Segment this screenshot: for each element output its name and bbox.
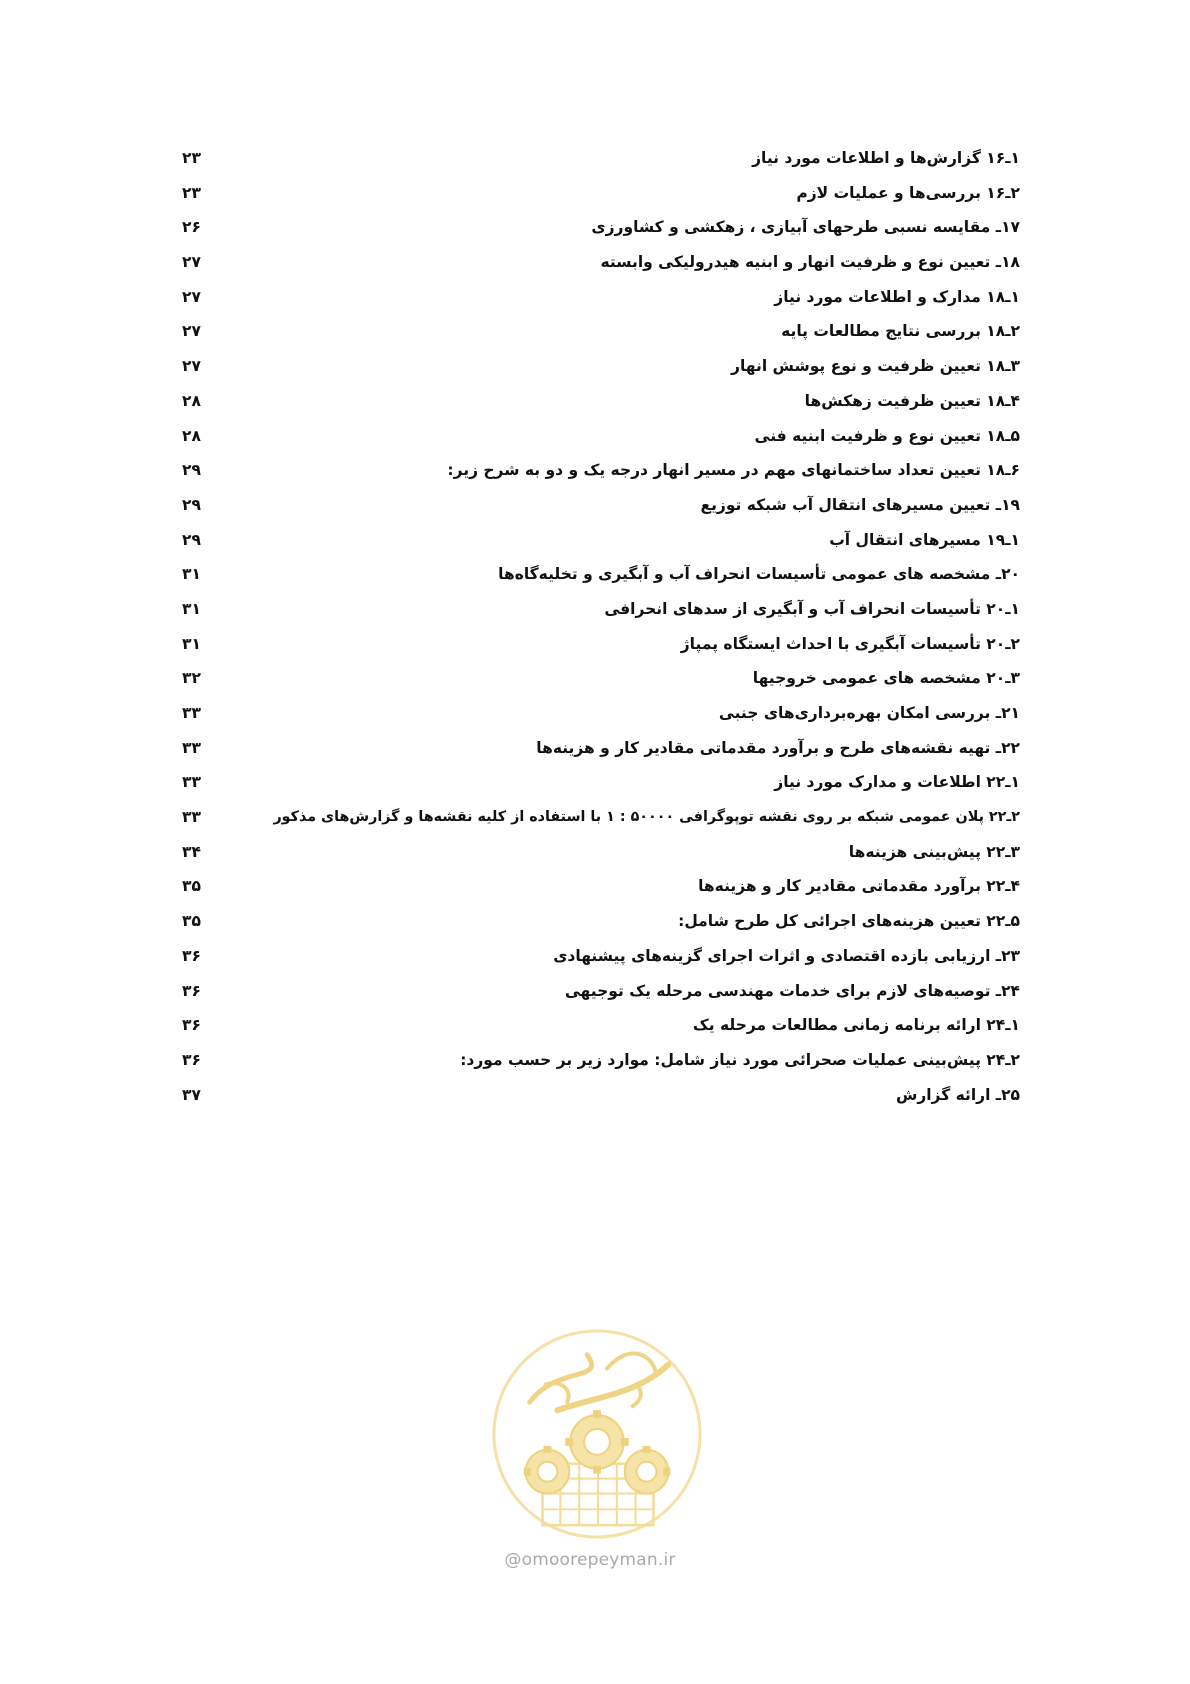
toc-entry [170,1048,1020,1083]
toc-entry [170,736,1020,771]
toc-entry [170,944,1020,979]
toc-entry-page-number: ۳۲ [182,669,201,688]
toc-entry-title: ۱ـ۱۹ مسیرهای انتقال آب [829,530,1020,549]
toc-entry-title: ۲۰ـ مشخصه های عمومی تأسیسات انحراف آب و آبگیری و تخلیه‌گاه‌ها [498,565,1020,584]
toc-entry-page-number: ۳۶ [182,981,201,1000]
toc-entry-page-number: ۲۷ [182,322,201,341]
toc-entry-title: ۱ـ۱۸ مدارک و اطلاعات مورد نیاز [774,287,1020,306]
toc-entry-page-number: ۳۵ [182,912,201,931]
toc-entry-page-number: ۳۵ [182,877,201,896]
toc-entry [170,319,1020,354]
toc-entry-title: ۴ـ۲۲ برآورد مقدماتی مقادیر کار و هزینه‌ها [698,877,1020,896]
toc-entry [170,493,1020,528]
toc-entry [170,979,1020,1014]
toc-entry-page-number: ۳۶ [182,946,201,965]
toc-entry-title: ۵ـ۲۲ تعیین هزینه‌های اجرائی کل طرح شامل: [678,912,1020,931]
watermark-caption: @omoorepeyman.ir [504,1550,676,1570]
toc-entry-title: ۱ـ۲۰ تأسیسات انحراف آب و آبگیری از سدهای انحرافی [604,599,1020,618]
toc-entry [170,528,1020,563]
toc-entry-page-number: ۳۴ [182,842,201,861]
toc-entry-title: ۱۹ـ تعیین مسیرهای انتقال آب شبکه توزیع [700,495,1020,514]
toc-entry [170,1013,1020,1048]
toc-entry-title: ۳ـ۲۲ پیش‌بینی هزینه‌ها [848,842,1020,861]
toc-entry-title: ۲۲ـ تهیه نقشه‌های طرح و برآورد مقدماتی مقادیر کار و هزینه‌ها [536,738,1020,757]
toc-entry-title: ۱۷ـ مقایسه نسبی طرحهای آبیازی ، زهکشی و کشاورزی [591,218,1020,237]
toc-entry-page-number: ۲۶ [182,218,201,237]
toc-entry-title: ۲ـ۱۸ بررسی نتایج مطالعات پایه [781,322,1020,341]
toc-entry-title: ۲ـ۲۰ تأسیسات آبگیری با احداث ایستگاه پمپاژ [680,634,1020,653]
toc-entry-title: ۱۸ـ تعیین نوع و ظرفیت انهار و ابنیه هیدرولیکی وابسته [600,253,1020,272]
toc-entry [170,250,1020,285]
toc-entry-title: ۲ـ۲۴ پیش‌بینی عملیات صحرائی مورد نیاز شامل: موارد زیر بر حسب مورد: [460,1050,1020,1069]
toc-entry-page-number: ۲۸ [182,391,201,410]
toc-entry-page-number: ۲۷ [182,357,201,376]
toc-entry-page-number: ۳۳ [182,808,201,827]
toc-entry-page-number: ۳۱ [182,565,201,584]
toc-entry [170,632,1020,667]
toc-entry-page-number: ۳۷ [182,1085,201,1104]
toc-entry-page-number: ۲۷ [182,287,201,306]
toc-entry-title: ۲ـ۲۲ پلان عمومی شبکه بر روی نقشه توپوگرافی ۵۰۰۰۰ : ۱ با استفاده از کلیه نقشه‌ها و گزارش‌های مذکور [273,809,1020,826]
toc-entry [170,285,1020,320]
toc-entry [170,840,1020,875]
toc-entry-title: ۳ـ۲۰ مشخصه های عمومی خروجیها [752,669,1020,688]
omoorepeyman-logo-icon [488,1325,706,1543]
toc-entry [170,562,1020,597]
toc-entry-page-number: ۲۹ [182,530,201,549]
toc-entry-page-number: ۲۸ [182,426,201,445]
toc-entry [170,458,1020,493]
toc-entry [170,354,1020,389]
toc-entry-page-number: ۳۳ [182,738,201,757]
toc-entry-page-number: ۲۳ [182,183,201,202]
toc-entry [170,146,1020,181]
toc-entry [170,805,1020,840]
table-of-contents [170,146,1020,1117]
toc-entry [170,389,1020,424]
toc-entry-title: ۲۴ـ توصیه‌های لازم برای خدمات مهندسی مرحله یک توجیهی [564,981,1020,1000]
toc-entry-title: ۲۵ـ ارائه گزارش [895,1085,1020,1104]
toc-entry-page-number: ۲۳ [182,149,201,167]
toc-entry-title: ۲۱ـ بررسی امکان بهره‌برداری‌های جنبی [718,704,1020,722]
toc-entry [170,424,1020,459]
toc-entry [170,1083,1020,1118]
toc-entry-page-number: ۳۱ [182,634,201,653]
toc-entry [170,701,1020,736]
toc-entry-title: ۵ـ۱۸ تعیین نوع و ظرفیت ابنیه فنی [754,426,1020,445]
toc-entry-page-number: ۳۳ [182,773,201,792]
toc-entry-page-number: ۳۶ [182,1050,201,1069]
toc-entry [170,666,1020,701]
toc-entry-title: ۱ـ۲۴ ارائه برنامه زمانی مطالعات مرحله یک [692,1016,1020,1035]
toc-entry-title: ۱ـ۱۶ گزارش‌ها و اطلاعات مورد نیاز [752,149,1020,167]
toc-entry-page-number: ۳۶ [182,1016,201,1035]
toc-entry-title: ۱ـ۲۲ اطلاعات و مدارک مورد نیاز [774,773,1020,792]
toc-entry-page-number: ۳۳ [182,704,201,722]
toc-entry-title: ۶ـ۱۸ تعیین تعداد ساختمانهای مهم در مسیر انهار درجه یک و دو به شرح زیر: [447,461,1020,480]
toc-entry-page-number: ۳۱ [182,599,201,618]
toc-entry [170,181,1020,216]
toc-entry-page-number: ۲۹ [182,495,201,514]
toc-entry [170,874,1020,909]
toc-entry [170,597,1020,632]
toc-entry [170,215,1020,250]
toc-entry-title: ۲۳ـ ارزیابی بازده اقتصادی و اثرات اجرای گزینه‌های پیشنهادی [553,946,1020,965]
toc-entry [170,909,1020,944]
toc-entry-page-number: ۲۹ [182,461,201,480]
toc-entry-title: ۳ـ۱۸ تعیین ظرفیت و نوع پوشش انهار [731,357,1020,376]
toc-entry [170,770,1020,805]
toc-entry-title: ۴ـ۱۸ تعیین ظرفیت زهکش‌ها [804,391,1020,410]
toc-entry-page-number: ۲۷ [182,253,201,272]
toc-entry-title: ۲ـ۱۶ بررسی‌ها و عملیات لازم [796,183,1020,202]
